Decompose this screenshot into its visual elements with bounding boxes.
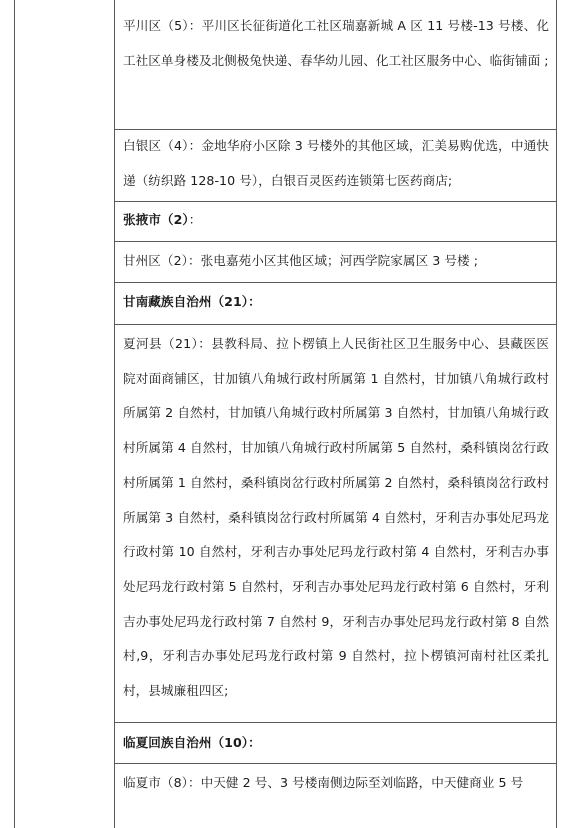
heading-zhangye-text: 张掖市（2） (123, 212, 189, 227)
row-divider (115, 201, 556, 202)
row-divider (115, 241, 556, 242)
row-divider (115, 282, 556, 283)
entry-ganzhou: 甘州区（2）：张电嘉苑小区其他区域；河西学院家属区 3 号楼 ; (123, 253, 479, 268)
heading-linxia-prefecture: 临夏回族自治州（10）： (123, 735, 261, 750)
row-divider (115, 763, 556, 764)
entry-xiahe: 夏河县（21）：县教科局、拉卜楞镇上人民街社区卫生服务中心、县藏医医院对面商铺区，甘加镇八角城行政村所属第 1 自然村，甘加镇八角城行政村所属第 2 自然村，甘加镇八角城行政村所属第 3 自然村，甘加镇八角城行政村所属第 4 自然村，甘加镇八角城行政村所属第 5 自然村，桑科镇岗岔行政村所属第 1 自然村，桑科镇岗岔行政村所属第 2 自然村，桑科镇岗岔行政村所属第 3 自然村，桑科镇岗岔行政村所属第 4 自然村，牙利吉办事处尼玛龙行政村第 10 自然村，牙利吉办事处尼玛龙行政村第 4 自然村，牙利吉办事处尼玛龙行政村第 5 自然村，牙利吉办事处尼玛龙行政村第 6 自然村，牙利吉办事处尼玛龙行政村第 7 自然村 9，牙利吉办事处尼玛龙行政村第 8 自然村,9，牙利吉办事处尼玛龙行政村第 9 自然村，拉卜楞镇河南村社区柔扎村，县城廉租四区; (123, 336, 549, 699)
row-divider (115, 722, 556, 723)
entry-linxia-city: 临夏市（8）：中天健 2 号、3 号楼南侧边际至刘临路，中天健商业 5 号 (123, 775, 524, 790)
row-divider (115, 324, 556, 325)
entry-pingchuan: 平川区（5）：平川区长征街道化工社区瑞嘉新城 A 区 11 号楼-13 号楼、化工社区单身楼及北侧极兔快递、春华幼儿园、化工社区服务中心、临街铺面 ; (123, 18, 549, 68)
heading-zhangye (123, 203, 549, 238)
heading-gannan: 甘南藏族自治州（21）： (123, 294, 261, 309)
heading-zhangye-colon: ： (188, 212, 202, 227)
table-left-column (15, 0, 115, 828)
entry-baiyin: 白银区（4）：金地华府小区除 3 号楼外的其他区域，汇美易购优选，中通快递（纺织路 128-10 号），白银百灵医药连锁第七医药商店; (123, 138, 549, 188)
area-table (14, 0, 557, 828)
table-right-column (115, 0, 556, 828)
